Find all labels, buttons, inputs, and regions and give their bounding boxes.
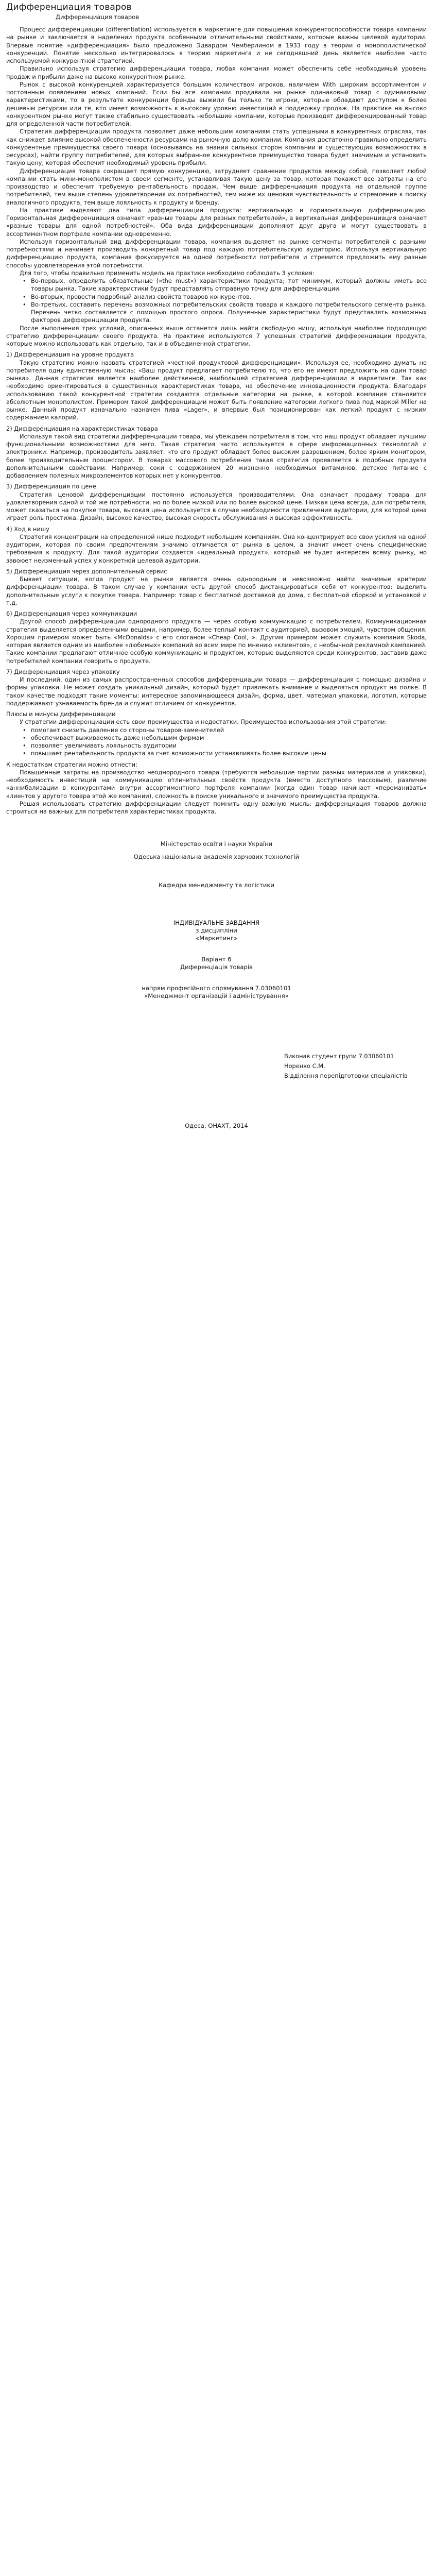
task-title: ІНДИВІДУАЛЬНЕ ЗАВДАННЯ (173, 919, 260, 927)
section-heading: Плюсы и минусы дифференциации (6, 710, 116, 718)
pros-list (6, 726, 427, 758)
pro-item: • помогает снизить давление со стороны товаров-заменителей (31, 726, 427, 734)
intro-paragraph: Рынок с высокой конкуренцией характеризуется большим количеством игроков, наличием With широким ассортиментом и постоянным появлением новых компаний. Если бы все компании продавали на рынке одинаковый товар с одинаковыми характеристиками, то в результате конкуренции бренды выжили бы только те игроки, которые обладают доступом к более дешевым ресурсам или те, кто имеет возможность к высокому уровню инвестиций в поддержку продаж. На практике на высоко конкурентном рынке могут также стабильно существовать небольшие компании, которые производят дифференцированный товар для определенной части потребителей. (6, 80, 427, 127)
city-year: Одеса, ОНАХТ, 2014 (185, 1122, 248, 1130)
pro-item: • обеспечивает выживаемость даже небольшим фирмам (31, 734, 427, 742)
department-name: Кафедра менеджменту та логістики (159, 882, 274, 889)
strategies-intro: После выполнения трех условий, описанных выше останется лишь найти свободную нишу, используя наиболее подходящую стратегию дифференциации своего продукта. На практике используются 7 успешных стратегий дифференциации продукта, которые можно использовать как отдельно, так и в объединенной стратегии. (6, 324, 427, 347)
task-subject: «Маркетинг» (196, 935, 237, 942)
pro-item: • повышает рентабельность продукта за счет возможности устанавливать более высокие цены (31, 750, 427, 757)
document-page (0, 0, 436, 1130)
pro-item: • позволяет увеличивать лояльность аудитории (31, 742, 427, 750)
conclusion-text: Решая использовать стратегию дифференциации следует помнить одну важную мысль: дифференциация товаров должна строиться на важных для потребителя характеристиках продукта. (6, 800, 427, 815)
intro-paragraph: Дифференциация товара сокращает прямую конкуренцию, затрудняет сравнение продуктов между собой, позволяет любой компании стать мини-монополистом в своем сегменте, устанавливая такую цену за товар, которая покажет все затраты на его производство и обеспечит требуемую рентабельность продаж. Чем выше дифференциация продукта на отдельной группе потребителей, тем выше степень удовлетворения их потребностей, тем ниже их ценовая чувствительность и стремление к поиску аналогичного продукта, тем выше лояльность к продукту и бренду. (6, 167, 427, 206)
university-name: Одеська національна академія харчових технологій (133, 853, 300, 861)
section-heading: 7) Дифференциация через упаковку (6, 668, 120, 675)
intro-paragraph: Правильно используя стратегию дифференциации товара, любая компания может обеспечить себе необходимый уровень продаж и прибыли даже на высоко конкурентном рынке. (6, 65, 427, 80)
title-page-header (6, 840, 427, 1000)
page-title: Дифференциация товаров (6, 2, 132, 12)
horizontal-paragraph: Используя горизонтальный вид дифференциации товара, компания выделяет на рынке сегменты потребителей с разными потребностями и начинает производить конкретный товар под каждую потребительскую аудиторию. Используя вертикальную дифференциацию продукта, компания фокусируется на одной потребности потребителя и стремится предложить ему разные способы удовлетворения этой потребности. (6, 238, 427, 269)
condition-item: • Во-третьих, составить перечень возможных потребительских свойств товара и каждого потребительского сегмента рынка. Перечень четко составляется с помощью простого опроса. Полученные характеристики будут представлять возможных факторов дифференциации продукта. (31, 301, 427, 325)
direction-line: напрям професійного спрямування 7.03060101 (142, 985, 291, 992)
performed-by: Виконав студент групи 7.03060101 (284, 1053, 394, 1060)
section-heading: 5) Дифференциация через дополнительный сервис (6, 567, 167, 575)
intro-paragraph: Стратегия дифференциации продукта позволяет даже небольшим компаниям стать успешными в конкурентных отраслях, так как снижает влияние высокой обеспеченности ресурсами на рыночную долю компании. Компания достаточно правильно определить конкурентные преимущества своего товара (основываясь на знании сильных сторон компании и существующих возможностях в ресурсах), найти группу потребителей, для которых выбранное конкурентное преимущество товара будет значимым и установить такую цену, которая обеспечит необходимый уровень прибыли. (6, 128, 427, 167)
section-text: Такую стратегию можно назвать стратегией «честной продуктовой дифференциации». Используя ее, необходимо думать не потребителя одну единственную мысль: «Ваш продукт предлагает потребителю то, что его не имеют предложить на один товар рынка». Данная стратегия является наиболее действенной, наибольшей стратегией дифференциации в маркетинге. Так как необходимо ориентироваться в существенных характеристиках товара, на обеспечение инновационности продукта. Благодаря использованию такой конкурентной стратегии создаются отдельные категории на рынке, в которой компания становится абсолютным монополистом. Примером такой дифференциации может быть появление категории легкого пива под маркой Miller на рынке. Данный продукт изначально назначен пива «Lager», и впервые был позиционирован как легкий продукт с низким содержанием калорий. (6, 359, 427, 421)
section-text: Бывает ситуации, когда продукт на рынке является очень однородным и невозможно найти значимые критерии дифференциации товара. В таком случае у компании есть другой способ дистанцироваться себя от конкурентов: выделить дополнительные услуги к покупке товара. Например: товар с бесплатной доставкой до дома, с бесплатной сборкой и установкой и т.д. (6, 575, 427, 606)
conditions-list (6, 277, 427, 325)
section-heading: 4) Ход в нишу (6, 525, 49, 533)
section-text: Другой способ дифференциации однородного продукта — через особую коммуникацию с потребителем. Коммуникационная стратегия выделяется определенными вещами, например, более теплый контакт с аудиторией, вызовом эмоций, чувством общения. Хорошим примером может быть «McDonalds» с его слоганом «Cheap Cool, ». Другим примером может служить компания Skoda, которая является одним из наиболее «любимых» компаний во всем мире по мнению «клиентов», с необычной рекламной кампанией. Такие компании предлагают отличное особую коммуникацию и продуктом, которые выделяются среди конкурентов, заставив даже потребителей компании говорить о продукте. (6, 618, 427, 665)
section-heading: 3) Дифференциация по цене (6, 483, 96, 490)
variant-label: Варіант 6 (201, 956, 232, 963)
checked-by: Відділення перепідготовки спеціалістів (284, 1072, 408, 1080)
section-text: И последний, один из самых распространенных способов дифференциации товара — дифференциация с помощью дизайна и формы упаковки. Не может создать уникальный дизайн, который будет привлекать внимание и выделяться продукт на полке. В таком качестве подходят такие моменты: интересное запоминающееся дизайн, форма, цвет, материал упаковки, логотип, которые поддерживают узнаваемость бренда и служат отличием от конкурентов. (6, 676, 427, 707)
conditions-intro: Для того, чтобы правильно применить модель на практике необходимо соблюдать 3 условия: (20, 269, 315, 277)
topic-label: Диференціація товарів (180, 963, 253, 971)
intro-paragraph: На практике выделяют два типа дифференциации продукта: вертикальную и горизонтальную дифференциацию. Горизонтальная дифференциация означает «разные товары для разных потребителей», а вертикальная дифференциация означает «разные товары для одной потребностей». Оба вида дифференциации дополняют друг друга и могут существовать в ассортиментном портфеле компании одновременно. (6, 206, 427, 238)
cons-intro: К недостаткам стратегии можно отнести: (6, 760, 137, 768)
intro-paragraph: Процесс дифференциации (differentiation) используется в маркетинге для повышения конкурентоспособности товара компании на рынке и заключается в наделении продукта особенными отличительными свойствами, которые важны целевой аудитории. Впервые понятие «дифференциация» было предложено Эдвардом Чемберлином в 1933 году в теории о монополистической конкуренции. Понятие несколько интегрировалось в теорию маркетинга и не сегодняшний день является наиболее часто используемой конкурентной стратегией. (6, 26, 427, 64)
student-name: Норенко С.М. (284, 1062, 325, 1070)
section-text: Используя такой вид стратегии дифференциации товара, мы убеждаем потребителя в том, что наш продукт обладает лучшими функциональными возможностями для него. Такая стратегия часто используется в сфере информационных технологий и электроники. Например, производитель заявляет, что его продукт обладает более высоким разрешением, более ярким монитором, более производительным процессором. В товарах массового потребления такая стратегия проявляется в подобных продукта дополнительными свойствами. Например, соки с содержанием 20 жизненно необходимых витаминов, детское питание с добавлением полезных микроэлементов которых нет у конкурентов. (6, 432, 427, 479)
article-body (6, 26, 427, 816)
section-heading: 2) Дифференциация на характеристиках товара (6, 425, 158, 432)
condition-item: • Во-вторых, провести подробный анализ свойств товаров конкурентов. (31, 293, 427, 301)
condition-item: • Во-первых, определить обязательные («the must») характеристики продукта; тот минимум, который должны иметь все товары рынка. Такие характеристики будут представлять отправную точку для дифференциации. (31, 277, 427, 293)
section-text: Стратегия ценовой дифференциации постоянно используется производителями. Она означает продажу товара для удовлетворения одной и той же потребности, но по более низкой или по более высокой цене. Низкая цена всегда, для потребителя, может сказаться на покупке товара, высокая цена используется в случае необходимости привлечения аудитории, для которой цена играет роль престижа. Дизайн, высокое качество, высокая скорость обслуживания и высокая эффективность. (6, 490, 427, 522)
task-subject-intro: з дисципліни (196, 927, 237, 935)
section-heading: 1) Дифференциация на уровне продукта (6, 351, 134, 359)
section-heading: 6) Дифференциация через коммуникации (6, 610, 137, 617)
section-text: Стратегия концентрации на определенной нише подходит небольшим компаниям. Она концентрирует все свои усилия на одной аудитории, которая по своим предпочтениям значимо отличается от рынка в целом, а значит имеет очень специфические требования к продукту. Для такой аудитории создается «идеальный продукт», который не будет интересен всему рынку, но завоюет неизменный успех у конкретной целевой аудитории. (6, 533, 427, 564)
direction-name: «Менеджмент організацій і адміністрування» (144, 992, 289, 1000)
pros-intro: У стратегии дифференциации есть свои преимущества и недостатки. Преимущества использования этой стратегии: (20, 718, 387, 726)
signature-block (284, 1052, 427, 1081)
cons-text: Повышенные затраты на производство неоднородного товара (требуются небольшие партии разных материалов и упаковки), необходимость инвестиций на коммуникацию отличительных свойств продукта (вместо доступного массовым), различие каннибализации в конкурентами внутри ассортиментного портфеля компании (когда один товар начинает «переманивать» клиентов у другого товара этой же компании), сложность в поиске уникального и значимого преимущества продукта. (6, 768, 427, 800)
page-subtitle: Дифференциация товаров (56, 13, 139, 21)
ministry-name: Міністерство освіти і науки України (160, 840, 273, 848)
